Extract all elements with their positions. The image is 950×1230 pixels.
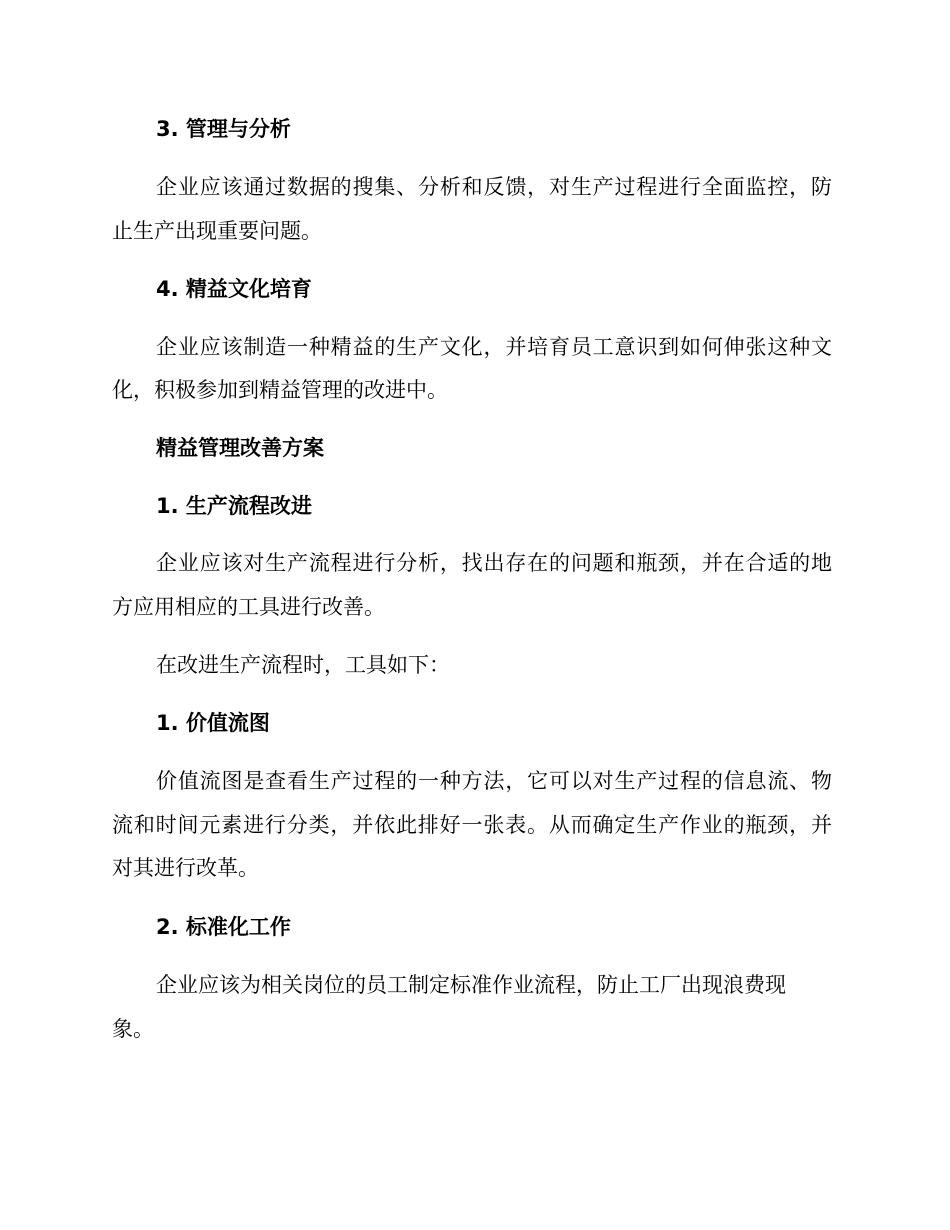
paragraph-line: 流和时间元素进行分类，并依此排好一张表。从而确定生产作业的瓶颈，并 xyxy=(112,813,832,837)
paragraph-line: 价值流图是查看生产过程的一种方法，它可以对生产过程的信息流、物 xyxy=(156,769,832,793)
paragraph-line: 企业应该制造一种精益的生产文化，并培育员工意识到如何伸张这种文 xyxy=(156,335,832,359)
section-heading: 1. 价值流图 xyxy=(156,711,270,735)
paragraph-line: 化，积极参加到精益管理的改进中。 xyxy=(112,378,448,402)
paragraph-line: 企业应该通过数据的搜集、分析和反馈，对生产过程进行全面监控，防 xyxy=(156,175,832,199)
paragraph-line: 对其进行改革。 xyxy=(112,856,259,880)
section-heading: 4. 精益文化培育 xyxy=(156,277,312,301)
section-heading: 精益管理改善方案 xyxy=(156,436,324,460)
paragraph-line: 止生产出现重要问题。 xyxy=(112,219,322,243)
paragraph-line: 象。 xyxy=(112,1017,154,1041)
paragraph-line: 在改进生产流程时，工具如下： xyxy=(156,653,450,677)
section-heading: 3. 管理与分析 xyxy=(156,117,291,141)
section-heading: 2. 标准化工作 xyxy=(156,915,291,939)
section-heading: 1. 生产流程改进 xyxy=(156,494,312,518)
paragraph-line: 企业应该对生产流程进行分析，找出存在的问题和瓶颈，并在合适的地 xyxy=(156,551,832,575)
paragraph-line: 企业应该为相关岗位的员工制定标准作业流程，防止工厂出现浪费现 xyxy=(156,973,786,997)
paragraph-line: 方应用相应的工具进行改善。 xyxy=(112,595,385,619)
